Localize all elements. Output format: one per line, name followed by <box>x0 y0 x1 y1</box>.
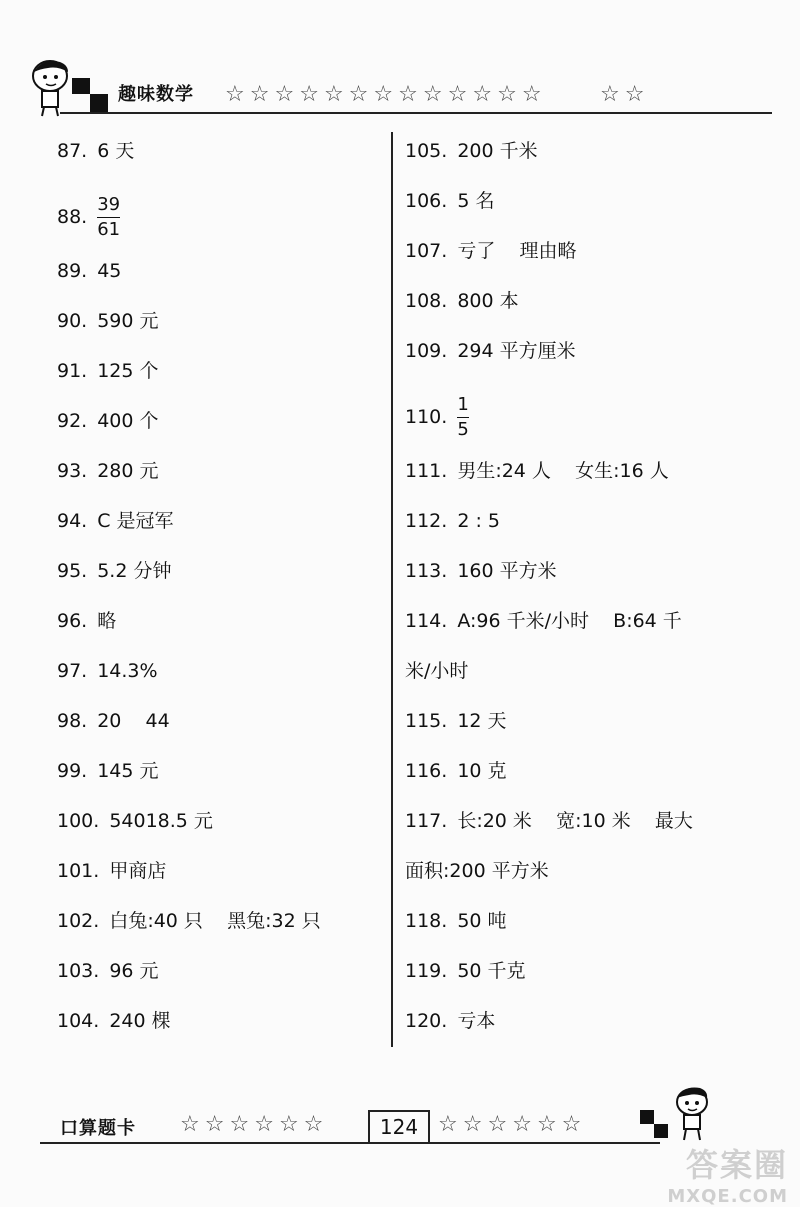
star-icon: ☆ <box>303 1112 324 1137</box>
answer-number: 101. <box>57 860 100 882</box>
answer-number: 100. <box>57 810 100 832</box>
answer-text: A:96 千米/小时 B:64 千 <box>457 610 682 632</box>
answer-item <box>405 132 765 182</box>
star-icon: ☆ <box>249 82 270 107</box>
fraction-denominator: 5 <box>457 418 469 440</box>
fraction-numerator: 1 <box>457 393 469 415</box>
answer-number: 98. <box>57 710 88 732</box>
fraction <box>457 395 468 440</box>
page-footer <box>0 1100 800 1207</box>
answer-text: 200 千米 <box>457 140 538 162</box>
answer-item <box>57 352 382 402</box>
answer-text: 145 元 <box>97 760 159 782</box>
answer-item <box>57 852 382 902</box>
answer-text: 50 吨 <box>457 910 507 932</box>
answer-number: 115. <box>405 710 448 732</box>
answer-number: 118. <box>405 910 448 932</box>
answer-number: 94. <box>57 510 88 532</box>
answer-item <box>57 1002 382 1052</box>
star-icon: ☆ <box>447 82 468 107</box>
star-icon: ☆ <box>624 82 645 107</box>
answer-text: 590 元 <box>97 310 159 332</box>
answer-item <box>405 552 765 602</box>
star-icon: ☆ <box>561 1112 582 1137</box>
answer-number: 103. <box>57 960 100 982</box>
answer-number: 88. <box>57 206 88 228</box>
star-icon: ☆ <box>487 1112 508 1137</box>
star-icon: ☆ <box>229 1112 250 1137</box>
answer-item <box>57 552 382 602</box>
answer-text: 亏本 <box>457 1010 496 1032</box>
answer-number: 93. <box>57 460 88 482</box>
star-icon: ☆ <box>398 82 418 107</box>
answer-text: 160 平方米 <box>457 560 557 582</box>
answer-text: 45 <box>97 260 122 282</box>
star-icon: ☆ <box>600 82 620 107</box>
answer-item <box>405 182 765 232</box>
header-stars-tail <box>600 82 644 107</box>
answer-item <box>57 752 382 802</box>
star-icon: ☆ <box>438 1112 458 1137</box>
footer-stars-right <box>438 1112 581 1137</box>
fraction <box>97 195 120 240</box>
answer-number: 113. <box>405 560 448 582</box>
answer-number: 114. <box>405 610 448 632</box>
answer-item <box>57 182 382 252</box>
answer-text: 280 元 <box>97 460 159 482</box>
star-icon: ☆ <box>180 1112 200 1137</box>
answer-text: 240 棵 <box>109 1010 171 1032</box>
answer-item <box>405 902 765 952</box>
star-icon: ☆ <box>512 1112 532 1137</box>
answer-text: 白兔:40 只 黑兔:32 只 <box>109 910 321 932</box>
answer-item <box>57 652 382 702</box>
answer-text: 96 元 <box>109 960 159 982</box>
answer-number: 117. <box>405 810 448 832</box>
column-divider <box>391 132 393 1047</box>
answer-number: 87. <box>57 140 88 162</box>
answer-text: 800 本 <box>457 290 519 312</box>
answer-number: 108. <box>405 290 448 312</box>
star-icon: ☆ <box>254 1112 274 1137</box>
answer-item <box>405 382 765 452</box>
answer-number: 120. <box>405 1010 448 1032</box>
answer-number: 111. <box>405 460 448 482</box>
answer-text: 125 个 <box>97 360 159 382</box>
answer-item <box>405 952 765 1002</box>
header-title: 趣味数学 <box>118 84 194 105</box>
answer-continuation: 面积:200 平方米 <box>405 860 549 882</box>
answer-text: 10 克 <box>457 760 507 782</box>
answer-number: 99. <box>57 760 88 782</box>
answer-text: 亏了 理由略 <box>457 240 577 262</box>
answer-text: 男生:24 人 女生:16 人 <box>457 460 669 482</box>
answer-number: 95. <box>57 560 88 582</box>
answer-item <box>57 132 382 182</box>
decorative-blocks <box>72 78 112 112</box>
answer-number: 102. <box>57 910 100 932</box>
answer-item <box>57 252 382 302</box>
answer-number: 106. <box>405 190 448 212</box>
answer-item <box>405 502 765 552</box>
answer-continuation: 米/小时 <box>405 660 469 682</box>
answer-item <box>405 282 765 332</box>
watermark <box>667 1140 788 1207</box>
answer-number: 91. <box>57 360 88 382</box>
star-icon: ☆ <box>462 1112 483 1137</box>
footer-title: 口算题卡 <box>60 1118 136 1139</box>
fraction-bar <box>457 417 468 418</box>
fraction-numerator: 39 <box>97 193 121 215</box>
answer-item <box>57 802 382 852</box>
answer-text: 14.3% <box>97 660 158 682</box>
watermark-line1: 答案圈 <box>685 1146 788 1184</box>
answer-text: 20 44 <box>97 710 170 732</box>
header-rule <box>60 112 772 114</box>
star-icon: ☆ <box>299 82 319 107</box>
answer-item <box>57 452 382 502</box>
page-number: 124 <box>368 1110 430 1144</box>
star-icon: ☆ <box>536 1112 557 1137</box>
answer-number: 104. <box>57 1010 100 1032</box>
answer-number: 119. <box>405 960 448 982</box>
answer-number: 89. <box>57 260 88 282</box>
answer-item <box>405 702 765 752</box>
answer-number: 107. <box>405 240 448 262</box>
fraction-bar <box>97 217 120 218</box>
watermark-line2: MXQE.COM <box>667 1186 788 1207</box>
answer-text: 6 天 <box>97 140 135 162</box>
page-header <box>0 0 800 125</box>
cartoon-boy-icon <box>640 1084 720 1148</box>
star-icon: ☆ <box>422 82 443 107</box>
answer-item <box>405 752 765 802</box>
cartoon-boy-icon <box>28 56 76 118</box>
answer-text: 长:20 米 宽:10 米 最大 <box>457 810 693 832</box>
answer-item <box>57 952 382 1002</box>
star-icon: ☆ <box>278 1112 299 1137</box>
answer-number: 109. <box>405 340 448 362</box>
answer-number: 90. <box>57 310 88 332</box>
answer-item <box>405 332 765 382</box>
star-icon: ☆ <box>497 82 517 107</box>
answer-item <box>405 1002 765 1052</box>
star-icon: ☆ <box>348 82 369 107</box>
answer-item <box>57 902 382 952</box>
answer-number: 92. <box>57 410 88 432</box>
answer-number: 116. <box>405 760 448 782</box>
answer-text: 2 : 5 <box>457 510 500 532</box>
star-icon: ☆ <box>472 82 493 107</box>
star-icon: ☆ <box>373 82 394 107</box>
answer-text: 略 <box>97 610 117 632</box>
answer-text: 54018.5 元 <box>109 810 213 832</box>
answer-text: 5 名 <box>457 190 495 212</box>
answer-text: 甲商店 <box>109 860 167 882</box>
answer-number: 110. <box>405 406 448 428</box>
answer-item <box>57 402 382 452</box>
answer-text: 294 平方厘米 <box>457 340 576 362</box>
footer-rule <box>40 1142 660 1144</box>
answer-number: 96. <box>57 610 88 632</box>
fraction-denominator: 61 <box>97 218 121 240</box>
answers-left-column <box>57 132 382 1052</box>
answer-item <box>405 602 765 652</box>
header-stars <box>225 82 542 107</box>
answer-number: 105. <box>405 140 448 162</box>
answer-number: 97. <box>57 660 88 682</box>
answer-item <box>405 232 765 282</box>
footer-stars-left <box>180 1112 323 1137</box>
answers-right-column <box>405 132 765 1052</box>
star-icon: ☆ <box>204 1112 225 1137</box>
answer-number: 112. <box>405 510 448 532</box>
answer-item <box>57 602 382 652</box>
star-icon: ☆ <box>274 82 295 107</box>
answer-text: 50 千克 <box>457 960 526 982</box>
answer-text: 400 个 <box>97 410 159 432</box>
star-icon: ☆ <box>323 82 344 107</box>
answer-text: C 是冠军 <box>97 510 174 532</box>
answer-item <box>405 452 765 502</box>
answer-item <box>57 502 382 552</box>
answer-item <box>405 802 765 852</box>
answer-text: 12 天 <box>457 710 507 732</box>
star-icon: ☆ <box>521 82 542 107</box>
answer-text: 5.2 分钟 <box>97 560 172 582</box>
answer-item <box>57 702 382 752</box>
answer-item <box>57 302 382 352</box>
star-icon: ☆ <box>225 82 245 107</box>
